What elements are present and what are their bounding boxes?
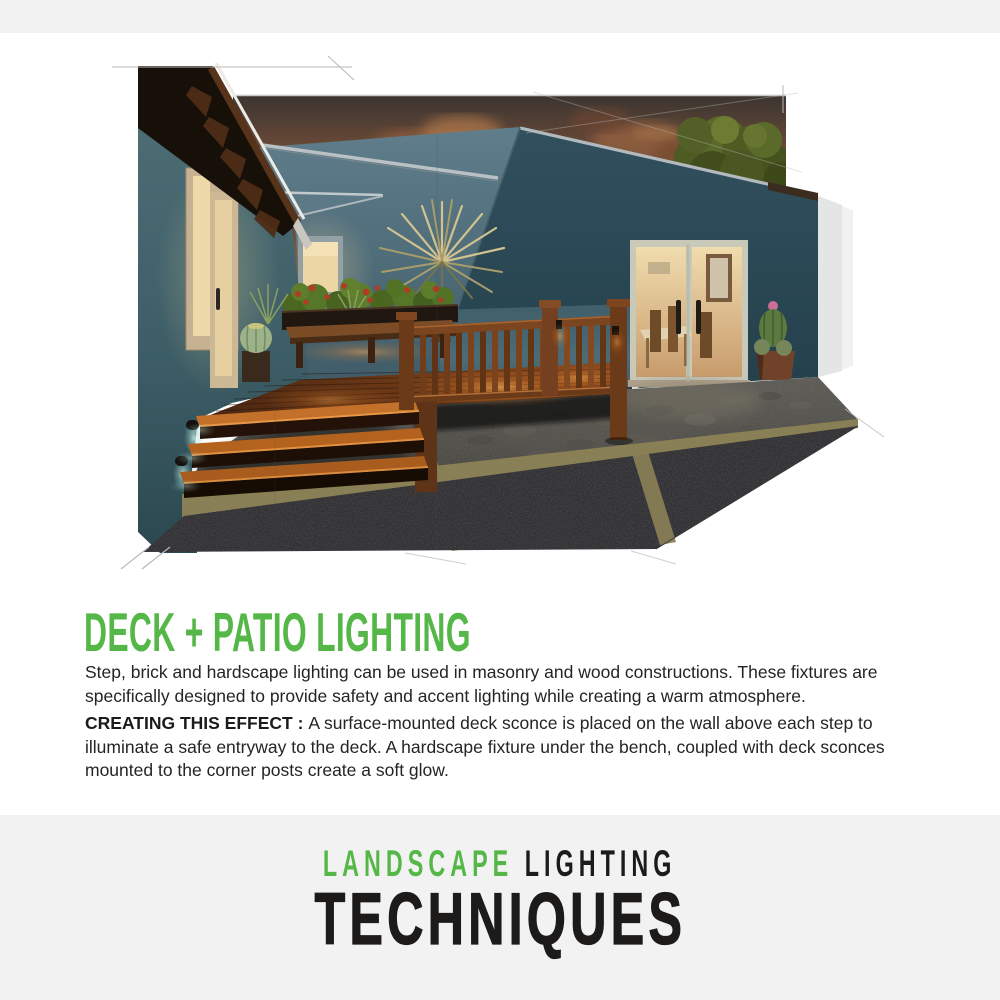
series-word-lighting: LIGHTING	[525, 843, 677, 884]
door-handle-right	[696, 300, 701, 334]
side-panel-light	[842, 206, 853, 370]
section-heading-text: DECK + PATIO LIGHTING	[84, 601, 471, 663]
door-handle	[216, 288, 220, 310]
hardscape-fixture-glow	[293, 341, 437, 363]
intro-paragraph: Step, brick and hardscape lighting can be used in masonry and wood constructions. These fixtures are specifically designed to provide safety and accent lighting while creating a warm atmosphere.	[85, 662, 878, 706]
series-name	[0, 844, 1000, 884]
effect-text: A surface-mounted deck sconce is placed on the wall above each step to illuminate a safe entryway to the deck. A hardscape fixture under the bench, coupled with deck sconces mounted to the corner posts create a soft glow.	[85, 713, 885, 780]
french-doors	[628, 240, 750, 387]
left-cactus-pot	[240, 323, 272, 382]
door-handle-left	[676, 300, 681, 334]
series-title	[0, 879, 1000, 960]
section-heading	[84, 601, 751, 663]
effect-label: CREATING THIS EFFECT :	[85, 713, 304, 733]
effect-paragraph	[85, 712, 897, 783]
series-title-text: TECHNIQUES	[314, 879, 686, 960]
series-word-landscape: LANDSCAPE	[323, 843, 514, 884]
side-panel	[818, 196, 842, 377]
